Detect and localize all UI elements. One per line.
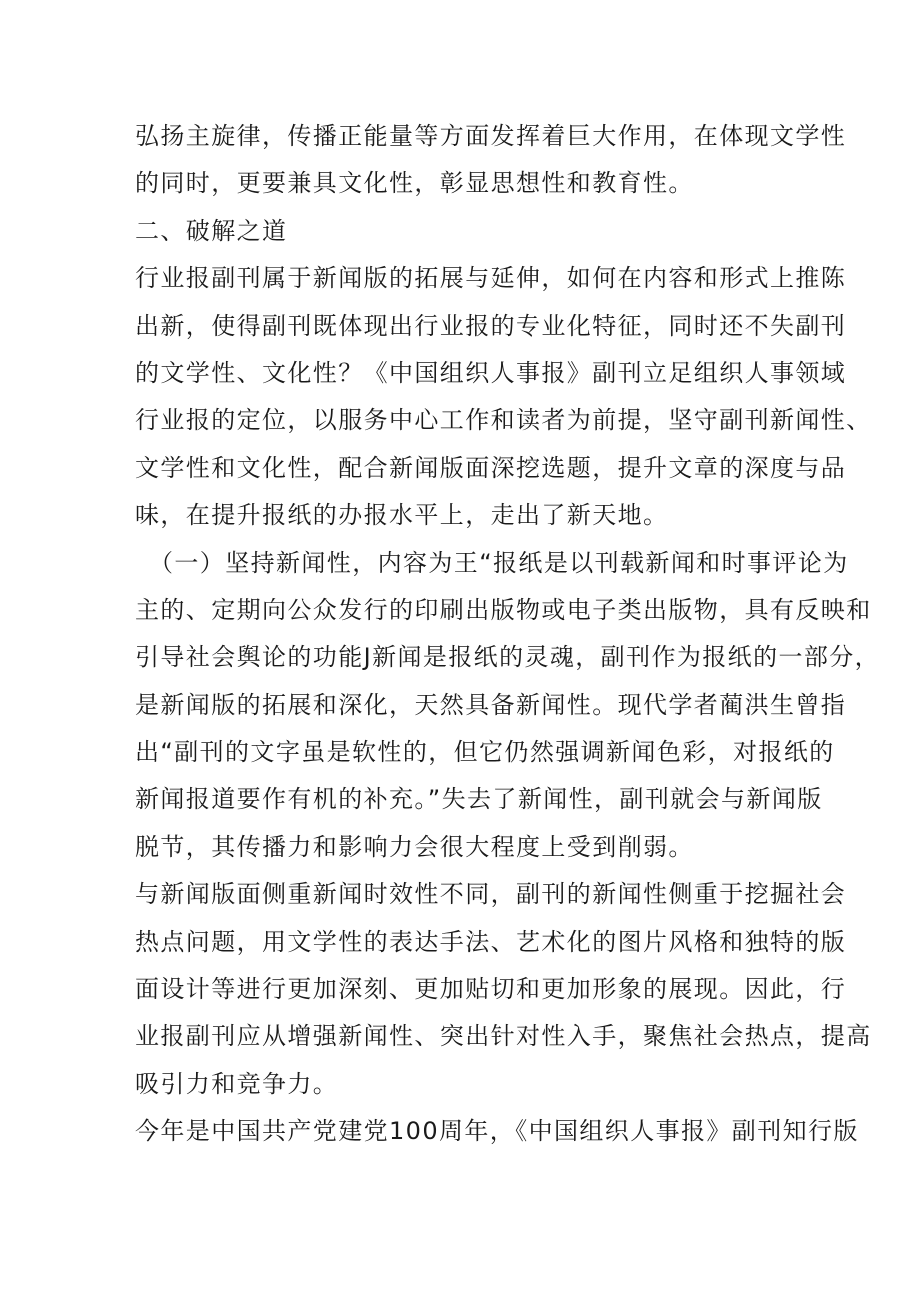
text-line: 业报副刊应从增强新闻性、突出针对性入手，聚焦社会热点，提高 [135, 1022, 872, 1051]
text-line: 出“副刊的文字虽是软性的，但它仍然强调新闻色彩，对报纸的 [135, 738, 835, 767]
text-line: 是新闻版的拓展和深化，天然具备新闻性。现代学者蔺洪生曾指 [135, 690, 847, 719]
text-line: 主的、定期向公众发行的印刷出版物或电子类出版物，具有反映和 [135, 595, 872, 624]
text-line: 脱节，其传播力和影响力会很大程度上受到削弱。 [135, 832, 694, 861]
text-line: 新闻报道要作有机的补充。”失去了新闻性，副刊就会与新闻版 [135, 785, 823, 814]
text-line: 出新，使得副刊既体现出行业报的专业化特征，同时还不失副刊 [135, 311, 847, 340]
text-line: 行业报副刊属于新闻版的拓展与延伸，如何在内容和形式上推陈 [135, 264, 847, 293]
section-heading: 二、破解之道 [135, 216, 288, 245]
text-line: 的同时，更要兼具文化性，彰显思想性和教育性。 [135, 169, 694, 198]
subsection-heading-line: （一）坚持新闻性，内容为王“报纸是以刊载新闻和时事评论为 [149, 548, 849, 577]
text-line: 热点问题，用文学性的表达手法、艺术化的图片风格和独特的版 [135, 927, 847, 956]
text-line: 面设计等进行更加深刻、更加贴切和更加形象的展现。因此，行 [135, 975, 847, 1004]
text-line: 文学性和文化性，配合新闻版面深挖选题，提升文章的深度与品 [135, 453, 847, 482]
text-line: 弘扬主旋律，传播正能量等方面发挥着巨大作用，在体现文学性 [135, 122, 847, 150]
text-line: 今年是中国共产党建党100周年，《中国组织人事报》副刊知行版 [135, 1117, 859, 1146]
text-line: 吸引力和竞争力。 [135, 1069, 339, 1098]
text-line: 味，在提升报纸的办报水平上，走出了新天地。 [135, 501, 669, 530]
document-body [135, 113, 881, 1156]
text-line: 行业报的定位，以服务中心工作和读者为前提，坚守副刊新闻性、 [135, 406, 872, 435]
text-line: 引导社会舆论的功能J新闻是报纸的灵魂，副刊作为报纸的一部分， [135, 643, 881, 672]
text-line: 与新闻版面侧重新闻时效性不同，副刊的新闻性侧重于挖掘社会 [135, 880, 847, 909]
text-line: 的文学性、文化性？《中国组织人事报》副刊立足组织人事领域 [135, 358, 847, 387]
